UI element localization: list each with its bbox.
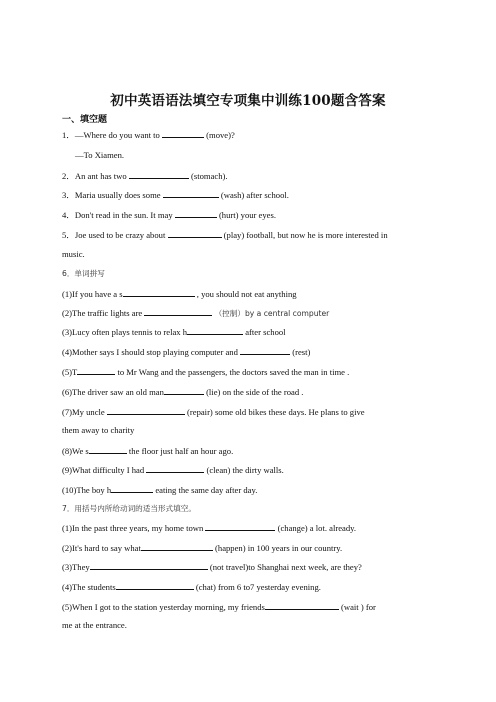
- answer-blank[interactable]: [107, 406, 185, 415]
- question-1: 1．—Where do you want to (move)?: [62, 130, 235, 140]
- question-7-item-4: (4)The students (chat) from 6 to7 yesterday evening.: [62, 582, 321, 592]
- question-7-item-3: (3)They (not travel)to Shanghai next week, are they?: [62, 562, 362, 572]
- question-6-item-3: (3)Lucy often plays tennis to relax h after school: [62, 327, 286, 337]
- section-heading: 一、填空题: [62, 115, 108, 125]
- answer-blank[interactable]: [164, 386, 204, 395]
- question-7-item-2: (2)It's hard to say what (happen) in 100 years in our country.: [62, 543, 343, 553]
- answer-blank[interactable]: [129, 170, 189, 179]
- answer-blank[interactable]: [89, 445, 127, 454]
- answer-blank[interactable]: [240, 346, 290, 355]
- question-5-continued: music.: [62, 249, 85, 259]
- question-6-item-7-continued: them away to charity: [62, 425, 135, 435]
- answer-blank[interactable]: [116, 581, 194, 590]
- question-6-item-2: (2)The traffic lights are （控制）by a central computer: [62, 308, 330, 318]
- answer-blank[interactable]: [141, 542, 213, 551]
- question-6-item-1: (1)If you have a s , you should not eat anything: [62, 289, 297, 299]
- answer-blank[interactable]: [175, 209, 217, 218]
- question-2: 2．An ant has two (stomach).: [62, 171, 228, 181]
- question-7-item-5: (5)When I got to the station yesterday morning, my friends (wait ) for: [62, 602, 376, 612]
- question-3: 3．Maria usually does some (wash) after school.: [62, 190, 289, 200]
- answer-blank[interactable]: [123, 288, 195, 297]
- answer-blank[interactable]: [77, 366, 115, 375]
- question-1-reply: —To Xiamen.: [75, 150, 125, 160]
- question-6-item-6: (6)The driver saw an old man (lie) on the side of the road .: [62, 387, 304, 397]
- answer-blank[interactable]: [265, 601, 339, 610]
- question-6-item-7: (7)My uncle (repair) some old bikes these days. He plans to give: [62, 407, 365, 417]
- question-6-item-10: (10)The boy h eating the same day after day.: [62, 485, 258, 495]
- answer-blank[interactable]: [90, 561, 208, 570]
- question-6-item-5: (5)T to Mr Wang and the passengers, the doctors saved the man in time .: [62, 367, 350, 377]
- question-4: 4．Don't read in the sun. It may (hurt) your eyes.: [62, 210, 276, 220]
- question-6-heading: 6．单词拼写: [62, 269, 105, 278]
- answer-blank[interactable]: [168, 229, 222, 238]
- question-6-item-8: (8)We s the floor just half an hour ago.: [62, 446, 234, 456]
- answer-blank[interactable]: [205, 522, 275, 531]
- question-5: 5．Joe used to be crazy about (play) football, but now he is more interested in: [62, 230, 388, 240]
- answer-blank[interactable]: [144, 307, 212, 316]
- question-7-item-5-continued: me at the entrance.: [62, 620, 127, 630]
- question-6-item-4: (4)Mother says I should stop playing computer and (rest): [62, 347, 311, 357]
- question-7-heading: 7．用括号内所给动词的适当形式填空。: [62, 504, 196, 513]
- answer-blank[interactable]: [111, 484, 153, 493]
- answer-blank[interactable]: [187, 326, 243, 335]
- answer-blank[interactable]: [162, 129, 204, 138]
- answer-blank[interactable]: [146, 464, 204, 473]
- document-title: 初中英语语法填空专项集中训练100题含答案: [110, 93, 386, 109]
- question-6-item-9: (9)What difficulty I had (clean) the dirty walls.: [62, 465, 284, 475]
- question-7-item-1: (1)In the past three years, my home town (change) a lot. already.: [62, 523, 357, 533]
- answer-blank[interactable]: [163, 189, 219, 198]
